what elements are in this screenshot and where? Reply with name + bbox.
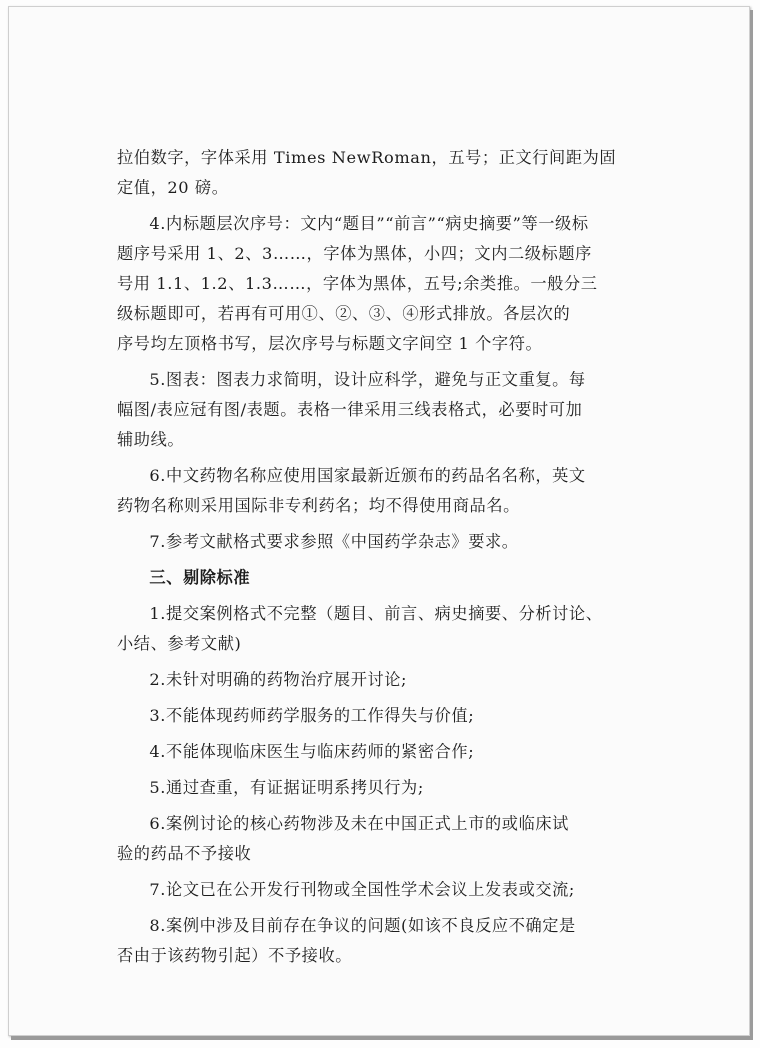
criterion-item xyxy=(117,599,667,659)
paragraph-drug-names xyxy=(117,461,667,521)
text-line: 小结、参考文献) xyxy=(117,634,242,653)
text-line: 7.论文已在公开发行刊物或全国性学术会议上发表或交流; xyxy=(149,880,575,899)
paragraph-references xyxy=(117,527,667,557)
text-line: 5.图表：图表力求简明，设计应科学，避免与正文重复。每 xyxy=(149,370,586,389)
section-heading-exclusion-criteria: 三、剔除标准 xyxy=(149,568,251,587)
text-line: 号用 1.1、1.2、1.3……，字体为黑体，五号;余类推。一般分三 xyxy=(117,274,598,293)
text-line: 3.不能体现药师药学服务的工作得失与价值; xyxy=(149,706,475,725)
criterion-item xyxy=(117,737,667,767)
text-line: 幅图/表应冠有图/表题。表格一律采用三线表格式，必要时可加 xyxy=(117,400,583,419)
text-line: 验的药品不予接收 xyxy=(117,844,252,863)
text-line: 级标题即可，若再有可用①、②、③、④形式排放。各层次的 xyxy=(117,304,571,323)
criterion-item xyxy=(117,809,667,869)
text-line: 4.不能体现临床医生与临床药师的紧密合作; xyxy=(149,742,475,761)
text-line: 2.未针对明确的药物治疗展开讨论; xyxy=(149,670,408,689)
text-line: 拉伯数字，字体采用 Times NewRoman，五号；正文行间距为固 xyxy=(117,148,617,167)
criterion-item xyxy=(117,875,667,905)
criterion-item xyxy=(117,701,667,731)
text-line: 定值，20 磅。 xyxy=(117,178,229,197)
document-body xyxy=(117,143,667,977)
paragraph-heading-numbering xyxy=(117,209,667,359)
text-line: 7.参考文献格式要求参照《中国药学杂志》要求。 xyxy=(149,532,519,551)
text-line: 辅助线。 xyxy=(117,430,185,449)
text-line: 6.案例讨论的核心药物涉及未在中国正式上市的或临床试 xyxy=(149,814,569,833)
paragraph-font-spec-continued xyxy=(117,143,667,203)
text-line: 5.通过查重，有证据证明系拷贝行为; xyxy=(149,778,424,797)
text-line: 6.中文药物名称应使用国家最新近颁布的药品名名称，英文 xyxy=(149,466,586,485)
text-line: 8.案例中涉及目前存在争议的问题(如该不良反应不确定是 xyxy=(149,916,576,935)
paragraph-figures-tables xyxy=(117,365,667,455)
text-line: 题序号采用 1、2、3……，字体为黑体，小四；文内二级标题序 xyxy=(117,244,592,263)
text-line: 否由于该药物引起）不予接收。 xyxy=(117,946,353,965)
text-line: 1.提交案例格式不完整（题目、前言、病史摘要、分析讨论、 xyxy=(149,604,603,623)
text-line: 序号均左顶格书写，层次序号与标题文字间空 1 个字符。 xyxy=(117,334,543,353)
criterion-item xyxy=(117,773,667,803)
criterion-item xyxy=(117,665,667,695)
document-page xyxy=(8,6,750,1036)
text-line: 4.内标题层次序号：文内“题目”“前言”“病史摘要”等一级标 xyxy=(149,214,589,233)
criterion-item xyxy=(117,911,667,971)
text-line: 药物名称则采用国际非专利药名；均不得使用商品名。 xyxy=(117,496,520,515)
